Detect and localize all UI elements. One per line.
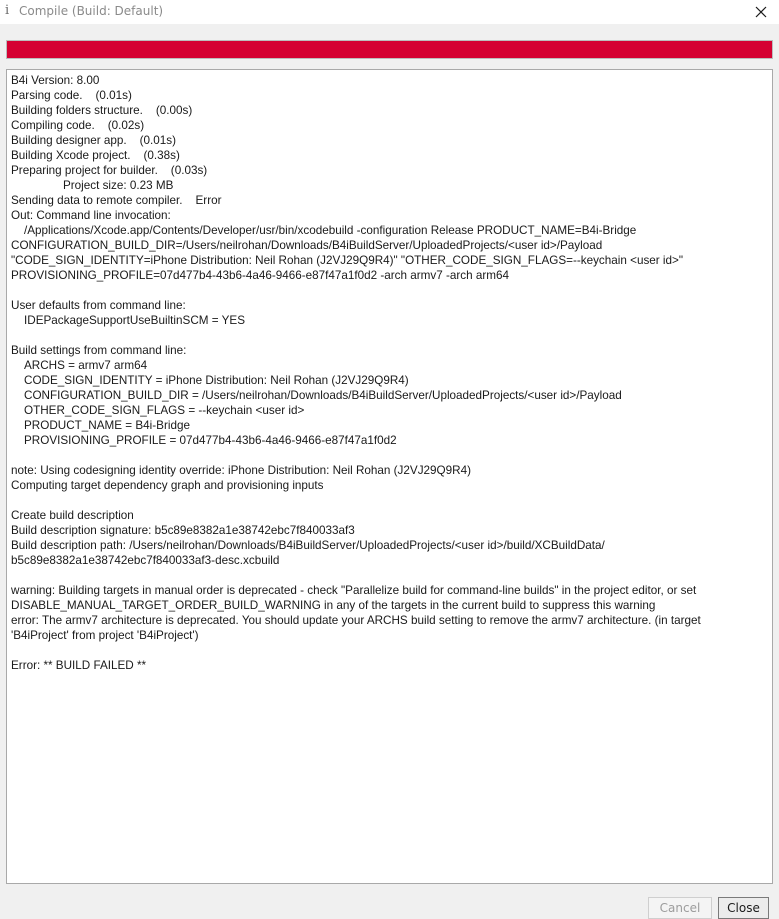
app-info-icon: i [5, 3, 10, 18]
compile-log-textarea[interactable] [6, 69, 773, 884]
compile-progress-bar [6, 40, 773, 59]
compile-log-text: B4i Version: 8.00 Parsing code. (0.01s) Building folders structure. (0.00s) Compiling code. (0.02s) Building designer app. (0.01s) Building Xcode project. (0.38s) Preparing project for builder. (0.03s) Project size: 0.23 MB Sending data to remote compiler. Error Out: Command line invocation: /Applications/Xcode.app/Contents/Developer/usr/bin/xcodebuild -configuration Release PRODUCT_NAME=B4i-Bridge CONFIGURATION_BUILD_DIR=/Users/neilrohan/Downloads/B4iBuildServer/UploadedProjects/<user id>/Payload "CODE_SIGN_IDENTITY=iPhone Distribution: Neil Rohan (J2VJ29Q9R4)" "OTHER_CODE_SIGN_FLAGS=--keychain <user id>" PROVISIONING_PROFILE=07d477b4-43b6-4a46-9466-e87f47a1f0d2 -arch armv7 -arch arm64 User defaults from command line: IDEPackageSupportUseBuiltinSCM = YES Build settings from command line: ARCHS = armv7 arm64 CODE_SIGN_IDENTITY = iPhone Distribution: Neil Rohan (J2VJ29Q9R4) CONFIGURATION_BUILD_DIR = /Users/neilrohan/Downloads/B4iBuildServer/UploadedProjects/<user id>/Payload OTHER_CODE_SIGN_FLAGS = --keychain <user id> PRODUCT_NAME = B4i-Bridge PROVISIONING_PROFILE = 07d477b4-43b6-4a46-9466-e87f47a1f0d2 note: Using codesigning identity override: iPhone Distribution: Neil Rohan (J2VJ29Q9R4) Computing target dependency graph and provisioning inputs Create build description Build description signature: b5c89e8382a1e38742ebc7f840033af3 Build description path: /Users/neilrohan/Downloads/B4iBuildServer/UploadedProjects/<user id>/build/XCBuildData/ b5c89e8382a1e38742ebc7f840033af3-desc.xcbuild warning: Building targets in manual order is deprecated - check "Parallelize build for command-line builds" in the project editor, or set DISABLE_MANUAL_TARGET_ORDER_BUILD_WARNING in any of the targets in the current build to suppress this warning error: The armv7 architecture is deprecated. You should update your ARCHS build setting to remove the armv7 architecture. (in target 'B4iProject' from project 'B4iProject') Error: ** BUILD FAILED ** [11, 74, 701, 672]
close-icon [755, 6, 767, 18]
cancel-button[interactable]: Cancel [648, 897, 712, 919]
window-title: Compile (Build: Default) [19, 4, 164, 18]
window-close-button[interactable] [747, 0, 775, 24]
close-button[interactable]: Close [718, 897, 769, 919]
progress-fill [7, 41, 772, 58]
title-bar [0, 0, 779, 24]
